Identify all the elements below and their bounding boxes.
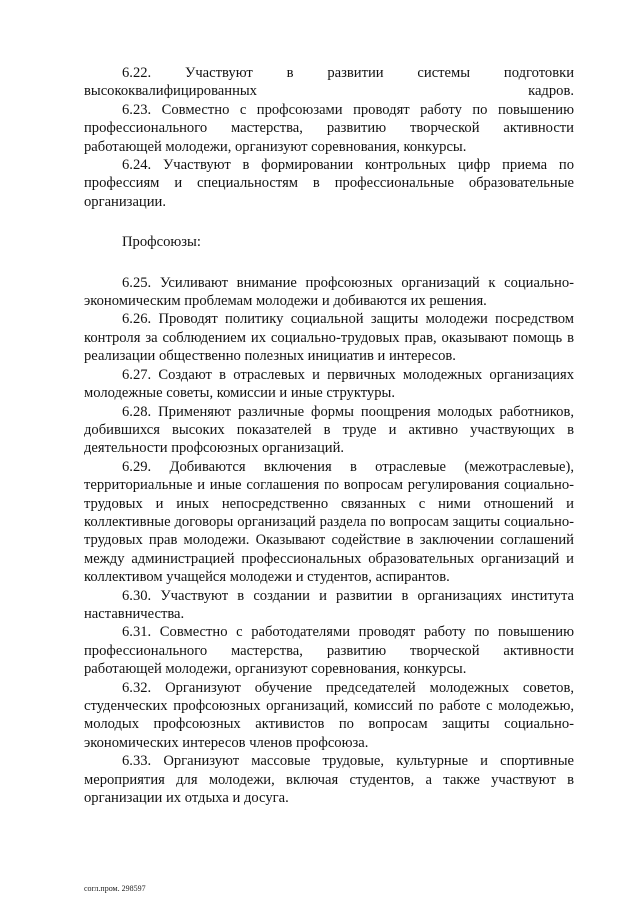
document-body xyxy=(84,64,574,807)
paragraph-6-24: 6.24. Участвуют в формировании контрольных цифр приема по профессиям и специальностям в профессиональные образовательные организации. xyxy=(84,157,574,210)
paragraph-6-33: 6.33. Организуют массовые трудовые, культурные и спортивные мероприятия для молодежи, включая студентов, а также участвуют в организации их отдыха и досуга. xyxy=(84,753,574,807)
paragraph-6-32: 6.32. Организуют обучение председателей молодежных советов, студенческих профсоюзных организаций, комиссий по работе с молодежью, молодых профсоюзных активистов по вопросам защиты социально-экономических интересов членов профсоюза. xyxy=(84,679,574,751)
paragraph-6-26: 6.26. Проводят политику социальной защиты молодежи посредством контроля за соблюдением их социально-трудовых прав, оказывают помощь в реализации общественно полезных инициатив и интересов. xyxy=(84,311,574,365)
paragraph-6-30: 6.30. Участвуют в создании и развитии в организациях института наставничества. xyxy=(84,587,574,622)
paragraph-6-28: 6.28. Применяют различные формы поощрения молодых работников, добившихся высоких показателей в труде и активно участвующих в деятельности профсоюзных организаций. xyxy=(84,403,574,457)
paragraph-6-27: 6.27. Создают в отраслевых и первичных молодежных организациях молодежные советы, комиссии и иные структуры. xyxy=(84,366,574,402)
paragraph-6-23: 6.23. Совместно с профсоюзами проводят работу по повышению профессионального мастерства, развитию творческой активности работающей молодежи, организуют соревнования, конкурсы. xyxy=(84,101,574,155)
paragraph-6-29: 6.29. Добиваются включения в отраслевые (межотраслевые), территориальные и иные соглашения по вопросам регулирования социально-трудовых и иных непосредственно связанных с ними отношений и коллективные договоры организаций раздела по вопросам защиты социально-трудовых прав молодежи. Оказывают содействие в заключении соглашений между администрацией профессиональных образовательных организаций и коллективом учащейся молодежи и студентов, аспирантов. xyxy=(84,458,574,586)
footer-reference: согл.пром. 298597 xyxy=(84,884,146,893)
paragraph-6-31: 6.31. Совместно с работодателями проводят работу по повышению профессионального мастерства, развитию творческой активности работающей молодежи, организуют соревнования, конкурсы. xyxy=(84,624,574,678)
paragraph-6-25: 6.25. Усиливают внимание профсоюзных организаций к социально-экономическим проблемам молодежи и добиваются их решения. xyxy=(84,274,574,310)
paragraph-6-22: 6.22. Участвуют в развитии системы подготовки высококвалифицированных кадров. xyxy=(84,65,574,100)
section-heading: Профсоюзы: xyxy=(122,234,201,251)
